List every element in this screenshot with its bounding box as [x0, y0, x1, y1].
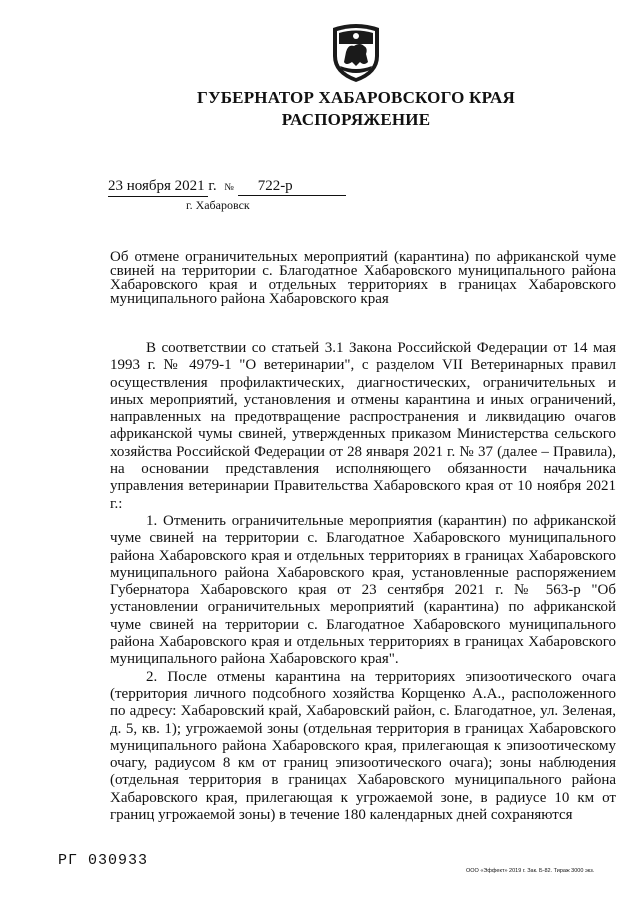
date-underline	[108, 196, 208, 197]
coat-of-arms-icon	[330, 22, 382, 84]
document-date: 23 ноября 2021 г.	[108, 178, 217, 194]
city-label: г. Хабаровск	[186, 198, 250, 212]
date-number-line	[108, 178, 346, 196]
paragraph-1: 1. Отменить ограничительные мероприятия (карантин) по африканской чуме свиней на территории с. Благодатное Хабаровского муниципального района Хабаровского края и отдельных территориях в границах Хабаровского муниципального района Хабаровского края, установленные распоряжением Губернатора Хабаровского края от 23 сентября 2021 г. № 563-р "Об установлении ограничительных мероприятий (карантина) по африканской чуме свиней на территории с. Благодатное Хабаровского муниципального района Хабаровского края и отдельных территориях в границах Хабаровского муниципального района Хабаровского края".	[110, 512, 616, 668]
issuer-title: ГУБЕРНАТОР ХАБАРОВСКОГО КРАЯ	[197, 88, 515, 107]
document-number: 722-р	[238, 178, 346, 196]
document-body	[110, 340, 616, 824]
printer-imprint: ООО «Эффект» 2019 г. Зак. Б-82. Тираж 3000 экз.	[466, 868, 595, 874]
number-label: №	[224, 182, 234, 193]
document-subject: Об отмене ограничительных мероприятий (карантина) по африканской чуме свиней на территории с. Благодатное Хабаровского муниципального района Хабаровского края и отдельных территориях в границах Хабаровского муниципального района Хабаровского края	[110, 249, 616, 307]
paragraph-2: 2. После отмены карантина на территориях эпизоотического очага (территория личного подсобного хозяйства Корщенко А.А., расположенного по адресу: Хабаровский край, Хабаровский район, с. Благодатное, ул. Зеленая, д. 5, кв. 1); угрожаемой зоны (отдельная территория в границах Хабаровского муниципального района Хабаровского края, прилегающая к эпизоотическому очагу, радиусом 8 км от границ эпизоотического очага); зоны наблюдения (отдельная территория в границах Хабаровского муниципального района Хабаровского края, прилегающая к угрожаемой зоне, в радиусе 10 км от границ угрожаемой зоны) в течение 180 календарных дней сохраняются	[110, 668, 616, 824]
paragraph-preamble: В соответствии со статьей 3.1 Закона Российской Федерации от 14 мая 1993 г. № 4979-1 "О ветеринарии", с разделом VII Ветеринарных правил осуществления профилактических, диагностических, ограничительных и иных мероприятий, установления и отмены карантина и иных ограничений, направленных на предотвращение распространения и ликвидацию очагов африканской чумы свиней, утвержденных приказом Министерства сельского хозяйства Российской Федерации от 28 января 2021 г. № 37 (далее – Правила), на основании представления исполняющего обязанности начальника управления ветеринарии Правительства Хабаровского края от 10 ноября 2021 г.:	[110, 340, 616, 512]
document-type: РАСПОРЯЖЕНИЕ	[281, 110, 431, 129]
form-serial-number: РГ 030933	[58, 852, 149, 869]
